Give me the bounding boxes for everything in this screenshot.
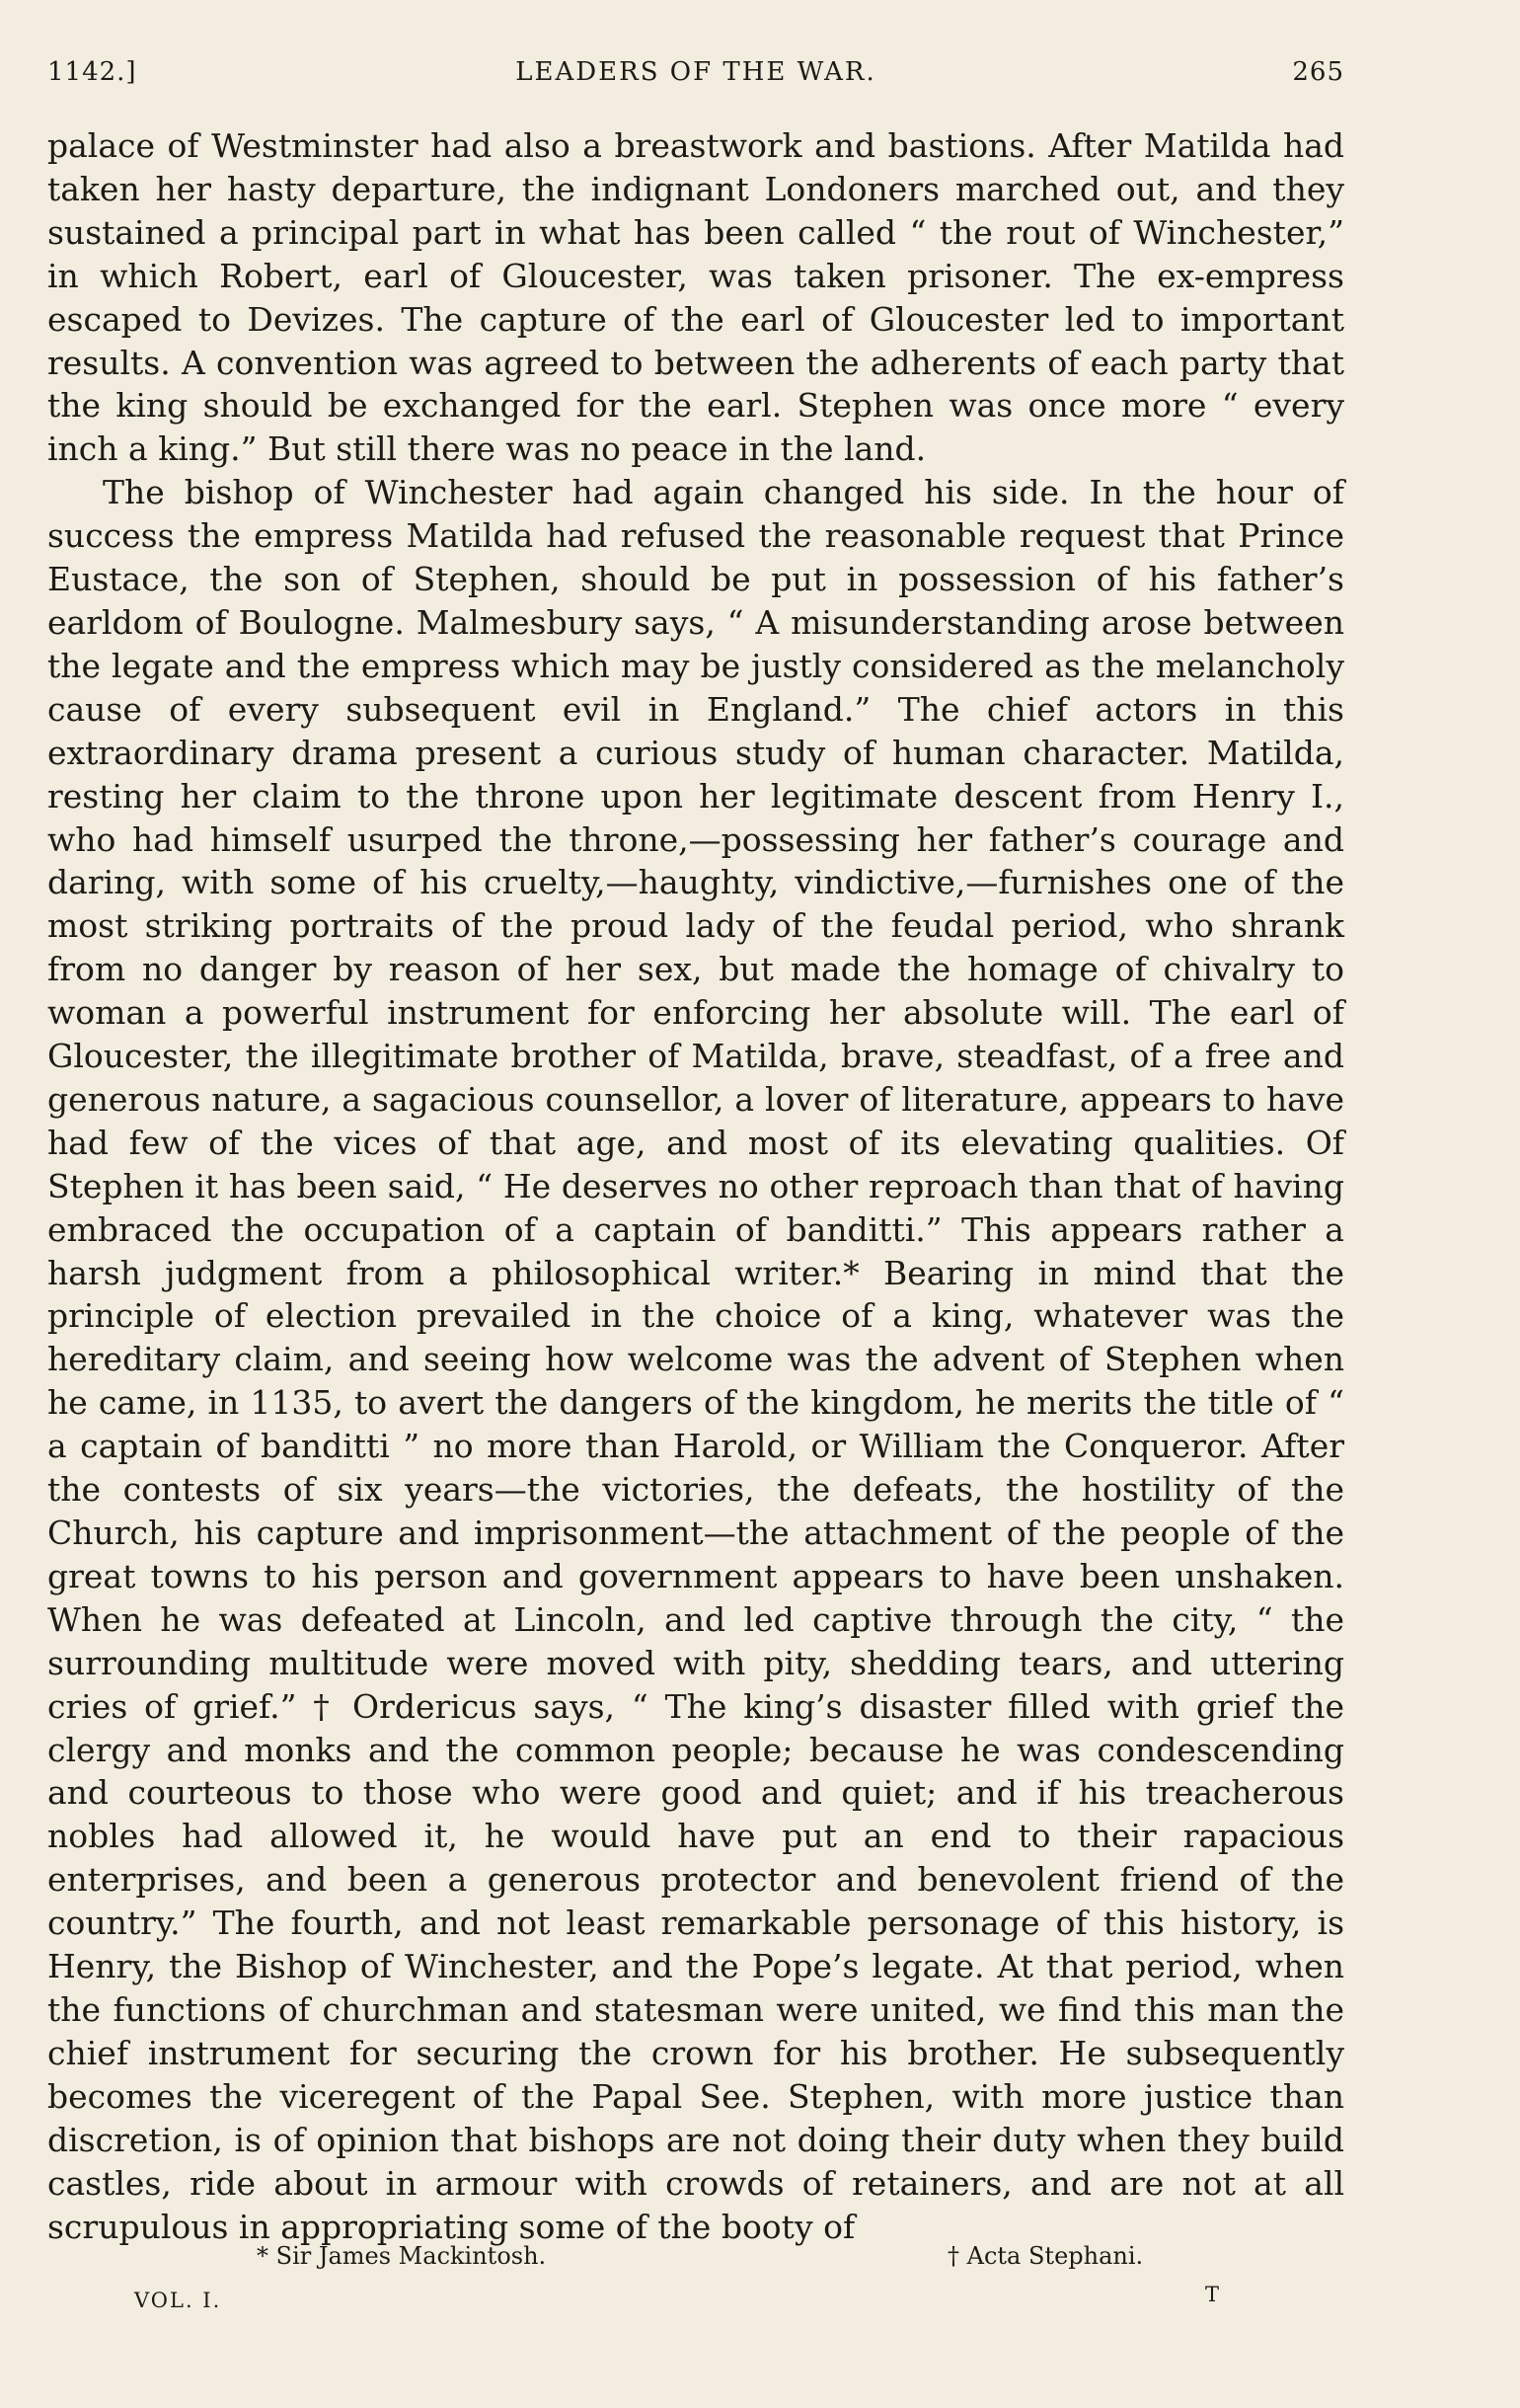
footnotes bbox=[47, 2242, 1344, 2278]
volume-label: VOL. I. bbox=[134, 2289, 222, 2312]
paragraph: The bishop of Winchester had again changed his side. In the hour of success the empress Matilda had refused the reasonable request that Prince Eustace, the son of Stephen, should be put in possession of his father’s earldom of Boulogne. Malmesbury says, “ A misunderstanding arose between the legate and the empress which may be justly considered as the melancholy cause of every subsequent evil in England.” The chief actors in this extraordinary drama present a curious study of human character. Matilda, resting her claim to the throne upon her legitimate descent from Henry I., who had himself usurped the throne,—possessing her father’s courage and daring, with some of his cruelty,—haughty, vindictive,—furnishes one of the most striking portraits of the proud lady of the feudal period, who shrank from no danger by reason of her sex, but made the homage of chivalry to woman a powerful instrument for enforcing her absolute will. The earl of Gloucester, the illegitimate brother of Matilda, brave, steadfast, of a free and generous nature, a sagacious counsellor, a lover of literature, appears to have had few of the vices of that age, and most of its elevating qualities. Of Stephen it has been said, “ He deserves no other reproach than that of having embraced the occupation of a captain of banditti.” This appears rather a harsh judgment from a philosophical writer.* Bearing in mind that the principle of election prevailed in the choice of a king, whatever was the hereditary claim, and seeing how welcome was the advent of Stephen when he came, in 1135, to avert the dangers of the kingdom, he merits the title of “ a captain of banditti ” no more than Harold, or William the Conqueror. After the contests of six years—the victories, the defeats, the hostility of the Church, his capture and imprisonment—the attachment of the people of the great towns to his person and government appears to have been unshaken. When he was defeated at Lincoln, and led captive through the city, “ the surrounding multitude were moved with pity, shedding tears, and uttering cries of grief.” † Ordericus says, “ The king’s disaster filled with grief the clergy and monks and the common people; because he was condescending and courteous to those who were good and quiet; and if his treacherous nobles had allowed it, he would have put an end to their rapacious enterprises, and been a generous protector and benevolent friend of the country.” The fourth, and not least remarkable personage of this history, is Henry, the Bishop of Winchester, and the Pope’s legate. At that period, when the functions of churchman and statesman were united, we find this man the chief instrument for securing the crown for his brother. He subsequently becomes the viceregent of the Papal See. Stephen, with more justice than discretion, is of opinion that bishops are not doing their duty when they build castles, ride about in armour with crowds of retainers, and are not at all scrupulous in appropriating some of the booty of bbox=[47, 473, 1344, 2246]
footnote-acta-stephani: † Acta Stephani. bbox=[948, 2242, 1144, 2270]
paragraph-continued: palace of Westminster had also a breastwork and bastions. After Matilda had taken her hasty departure, the indignant Londoners marched out, and they sustained a principal part in what has been called “ the rout of Winchester,” in which Robert, earl of Gloucester, was taken prisoner. The ex-empress escaped to Devizes. The capture of the earl of Gloucester led to important results. A convention was agreed to between the adherents of each party that the king should be exchanged for the earl. Stephen was once more “ every inch a king.” But still there was no peace in the land. bbox=[47, 126, 1344, 469]
body-text bbox=[47, 124, 1344, 2248]
header-title: LEADERS OF THE WAR. bbox=[515, 57, 876, 87]
footnote-mackintosh: * Sir James Mackintosh. bbox=[257, 2242, 547, 2270]
header-year: 1142.] bbox=[47, 57, 137, 87]
signature-mark: T bbox=[1205, 2283, 1220, 2306]
page-number: 265 bbox=[1292, 57, 1344, 87]
footer bbox=[47, 2283, 1344, 2324]
running-header bbox=[47, 57, 1344, 97]
